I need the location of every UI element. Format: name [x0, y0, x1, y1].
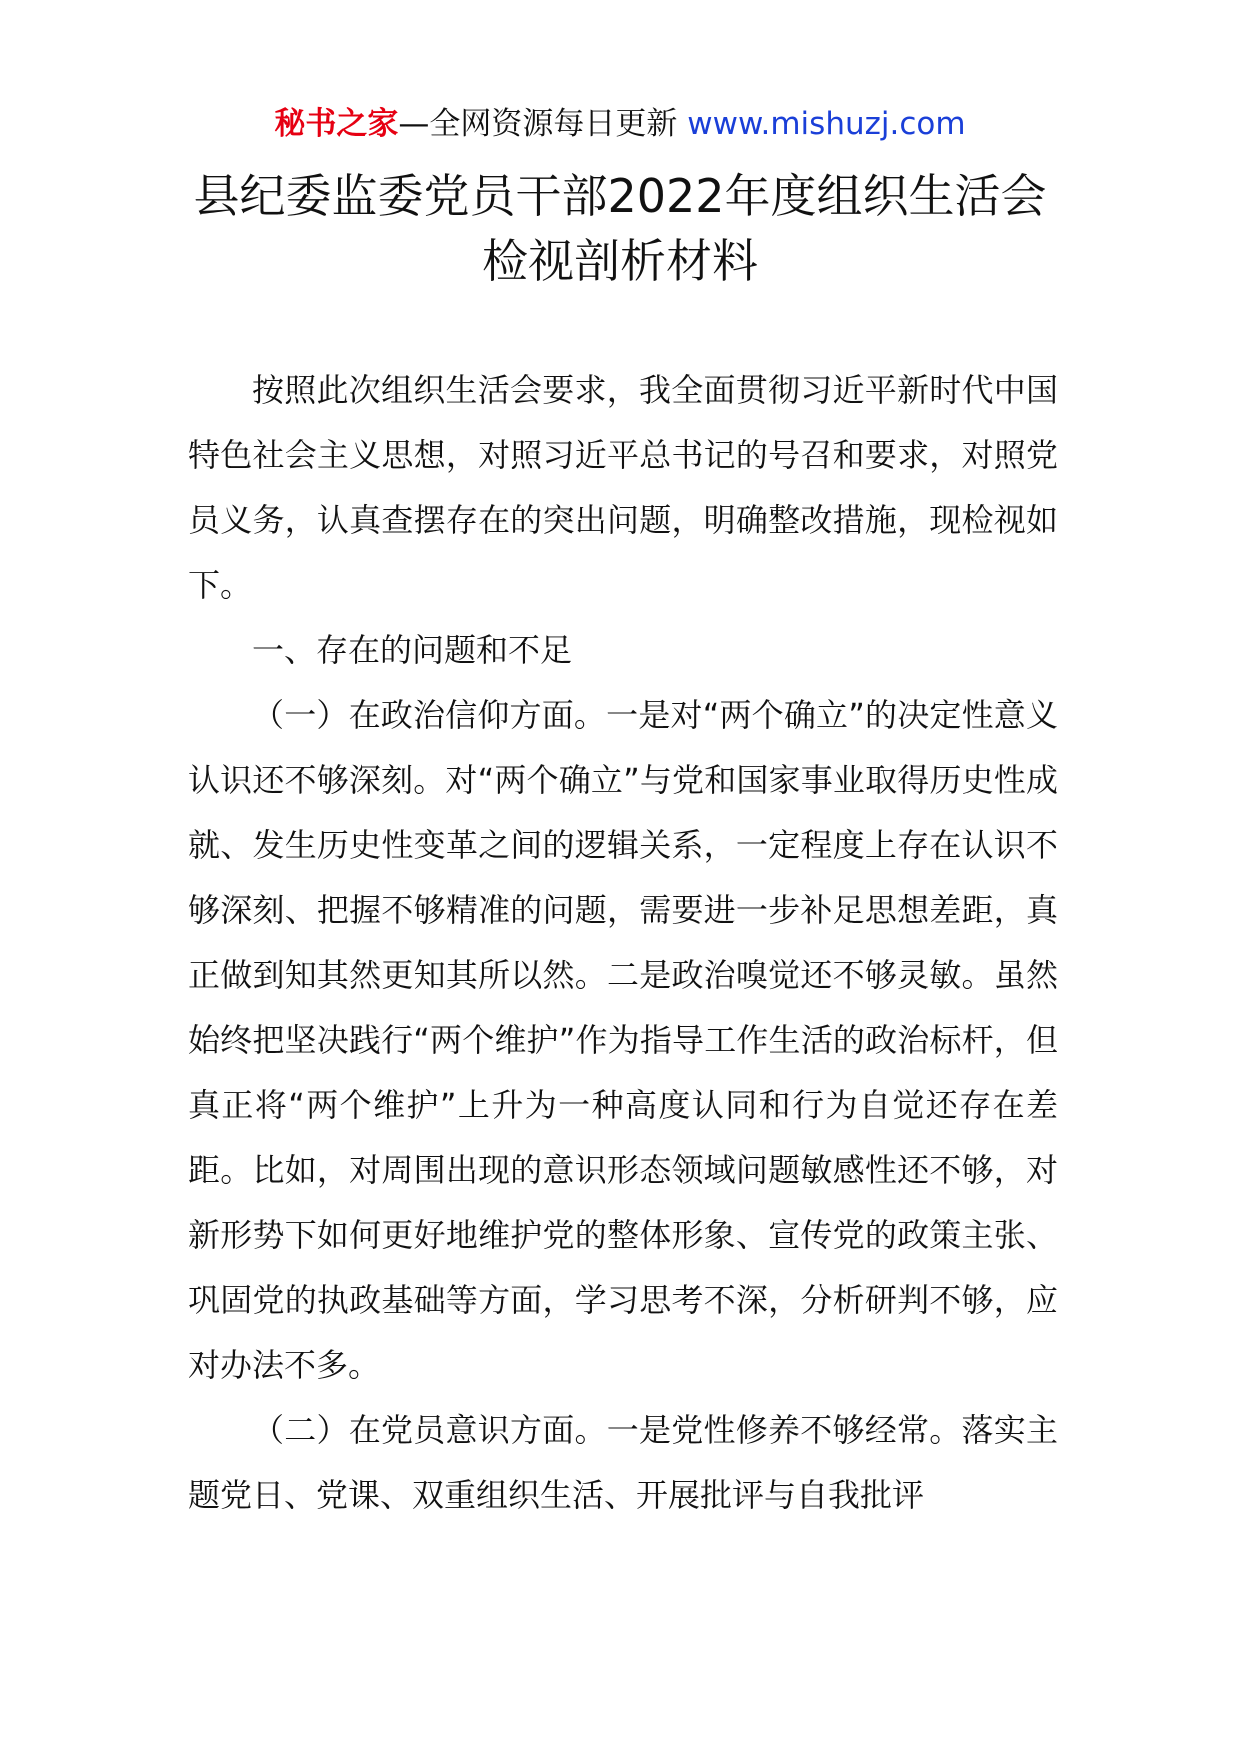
political-belief-paragraph: （一）在政治信仰方面。一是对“两个确立”的决定性意义认识还不够深刻。对“两个确立”与党和国家事业取得历史性成就、发生历史性变革之间的逻辑关系，一定程度上存在认识不够深刻、把握不够精准的问题，需要进一步补足思想差距，真正做到知其然更知其所以然。二是政治嗅觉还不够灵敏。虽然始终把坚决践行“两个维护”作为指导工作生活的政治标杆，但真正将“两个维护”上升为一种高度认同和行为自觉还存在差距。比如，对周围出现的意识形态领域问题敏感性还不够，对新形势下如何更好地维护党的整体形象、宣传党的政策主张、巩固党的执政基础等方面，学习思考不深，分析研判不够，应对办法不多。 [188, 696, 1058, 1384]
site-header [0, 100, 1240, 148]
document-title [140, 164, 1100, 294]
party-awareness-paragraph: （二）在党员意识方面。一是党性修养不够经常。落实主题党日、党课、双重组织生活、开展批评与自我批评 [188, 1411, 1058, 1514]
section-heading: 一、存在的问题和不足 [252, 631, 573, 669]
site-tagline: —全网资源每日更新 [398, 106, 688, 142]
site-url-link[interactable]: www.mishuzj.com [687, 106, 966, 142]
intro-paragraph: 按照此次组织生活会要求，我全面贯彻习近平新时代中国特色社会主义思想，对照习近平总书记的号召和要求，对照党员义务，认真查摆存在的突出问题，明确整改措施，现检视如下。 [188, 371, 1058, 604]
site-name: 秘书之家 [274, 106, 399, 142]
document-body [188, 358, 1058, 1528]
document-title-line-2: 检视剖析材料 [482, 234, 758, 288]
document-title-line-1: 县纪委监委党员干部2022年度组织生活会 [193, 169, 1047, 223]
